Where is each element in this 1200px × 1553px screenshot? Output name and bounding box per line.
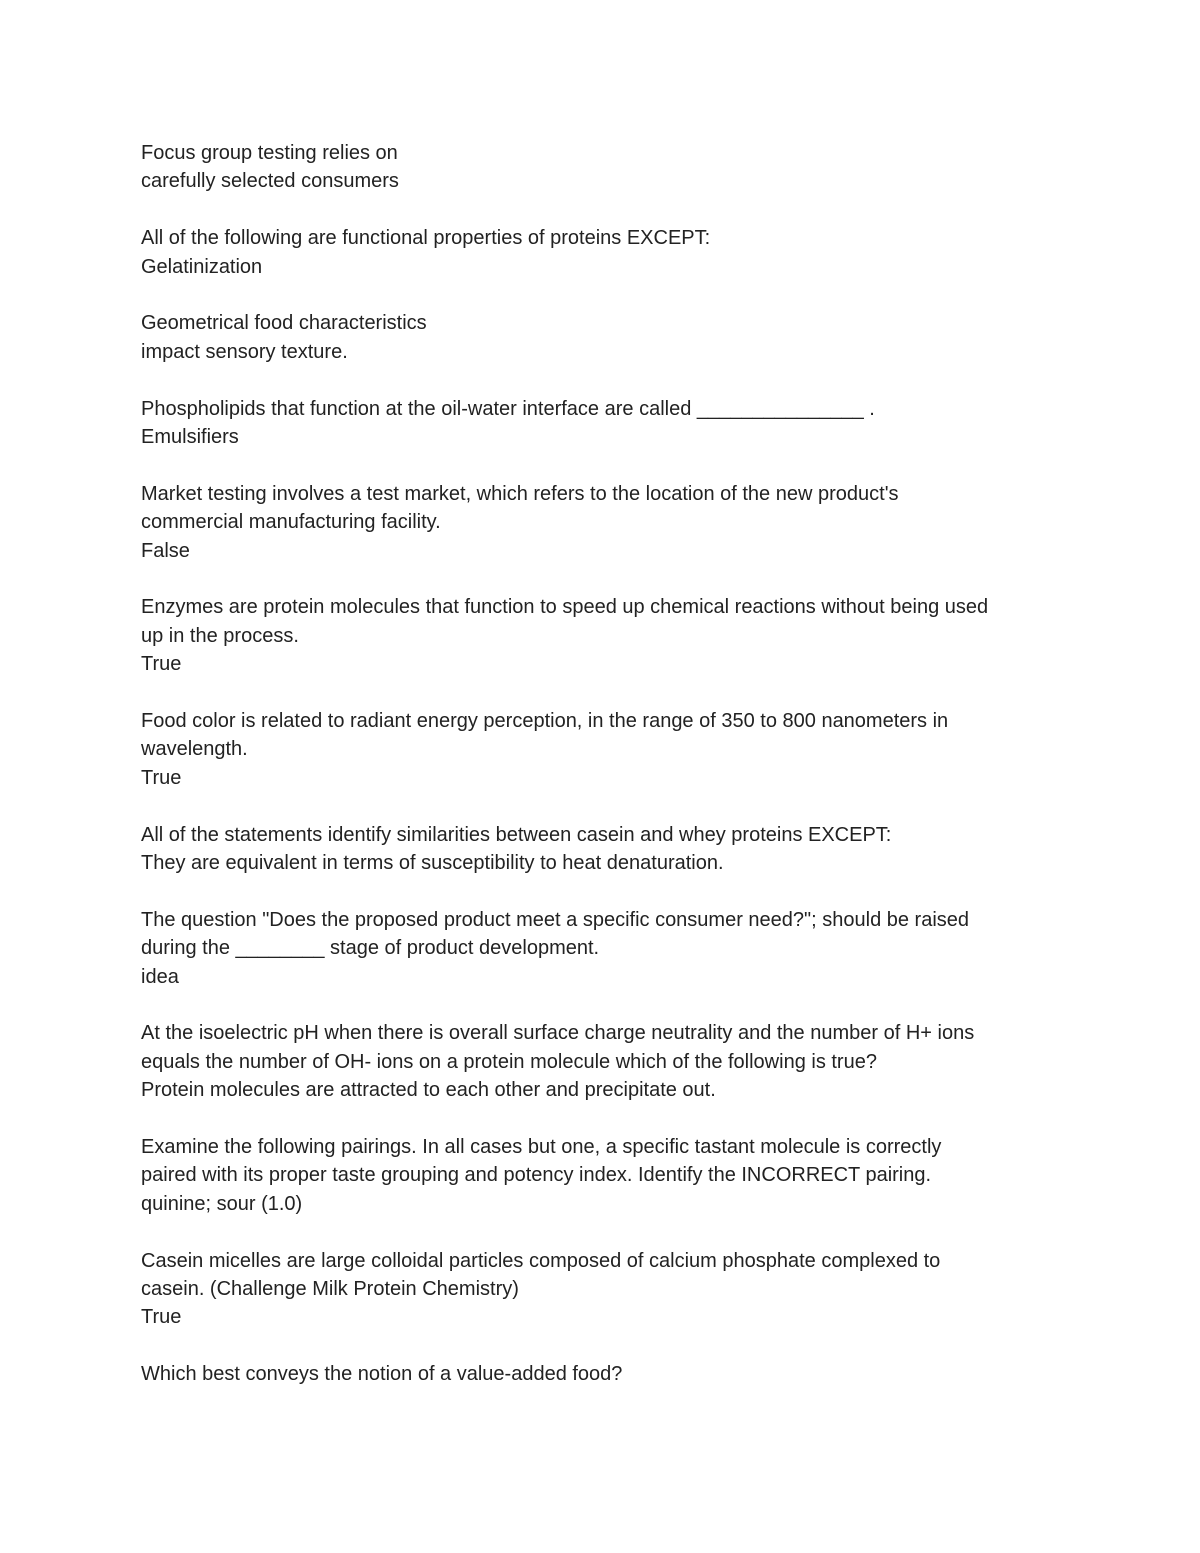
answer-line: carefully selected consumers — [141, 170, 399, 193]
answer-line: False — [141, 539, 190, 562]
qa-item — [141, 139, 1071, 196]
answer-line: idea — [141, 965, 179, 988]
qa-item — [141, 707, 1071, 792]
qa-list — [141, 139, 1071, 1417]
qa-item — [141, 1360, 1071, 1388]
question-line: At the isoelectric pH when there is overall surface charge neutrality and the number of H+ ions — [141, 1022, 975, 1045]
question-line: commercial manufacturing facility. — [141, 511, 441, 534]
question-line: Food color is related to radiant energy perception, in the range of 350 to 800 nanometers in — [141, 710, 949, 733]
question-line: Market testing involves a test market, which refers to the location of the new product's — [141, 482, 899, 505]
qa-item — [141, 1247, 1071, 1332]
question-line: during the ________ stage of product development. — [141, 937, 600, 960]
answer-line: quinine; sour (1.0) — [141, 1192, 303, 1215]
qa-item — [141, 906, 1071, 991]
qa-item — [141, 395, 1071, 452]
answer-line: True — [141, 1306, 182, 1329]
answer-line: Gelatinization — [141, 255, 263, 278]
qa-item — [141, 480, 1071, 565]
answer-line: Protein molecules are attracted to each other and precipitate out. — [141, 1079, 716, 1102]
answer-line: True — [141, 653, 182, 676]
question-line: Casein micelles are large colloidal particles composed of calcium phosphate complexed to — [141, 1249, 941, 1272]
answer-line: True — [141, 766, 182, 789]
qa-item — [141, 593, 1071, 678]
question-line: up in the process. — [141, 624, 299, 647]
question-line: paired with its proper taste grouping and potency index. Identify the INCORRECT pairing. — [141, 1164, 932, 1187]
qa-item — [141, 224, 1071, 281]
question-line: All of the statements identify similarities between casein and whey proteins EXCEPT: — [141, 823, 892, 846]
qa-item — [141, 1019, 1071, 1104]
answer-line: impact sensory texture. — [141, 340, 348, 363]
question-line: Geometrical food characteristics — [141, 312, 427, 335]
question-line: Examine the following pairings. In all cases but one, a specific tastant molecule is correctly — [141, 1136, 942, 1159]
answer-line: They are equivalent in terms of susceptibility to heat denaturation. — [141, 852, 724, 875]
question-line: All of the following are functional properties of proteins EXCEPT: — [141, 227, 711, 250]
question-line: Phospholipids that function at the oil-water interface are called _______________ . — [141, 397, 875, 420]
question-line: equals the number of OH- ions on a protein molecule which of the following is true? — [141, 1050, 877, 1073]
question-line: Enzymes are protein molecules that function to speed up chemical reactions without being used — [141, 596, 989, 619]
question-line: Focus group testing relies on — [141, 142, 398, 164]
question-line: casein. (Challenge Milk Protein Chemistry) — [141, 1278, 519, 1301]
qa-item — [141, 821, 1071, 878]
question-line: The question "Does the proposed product meet a specific consumer need?"; should be raised — [141, 908, 970, 931]
question-line: Which best conveys the notion of a value-added food? — [141, 1363, 623, 1386]
question-line: wavelength. — [141, 738, 248, 761]
answer-line: Emulsifiers — [141, 426, 239, 449]
qa-item — [141, 309, 1071, 366]
qa-item — [141, 1133, 1071, 1218]
